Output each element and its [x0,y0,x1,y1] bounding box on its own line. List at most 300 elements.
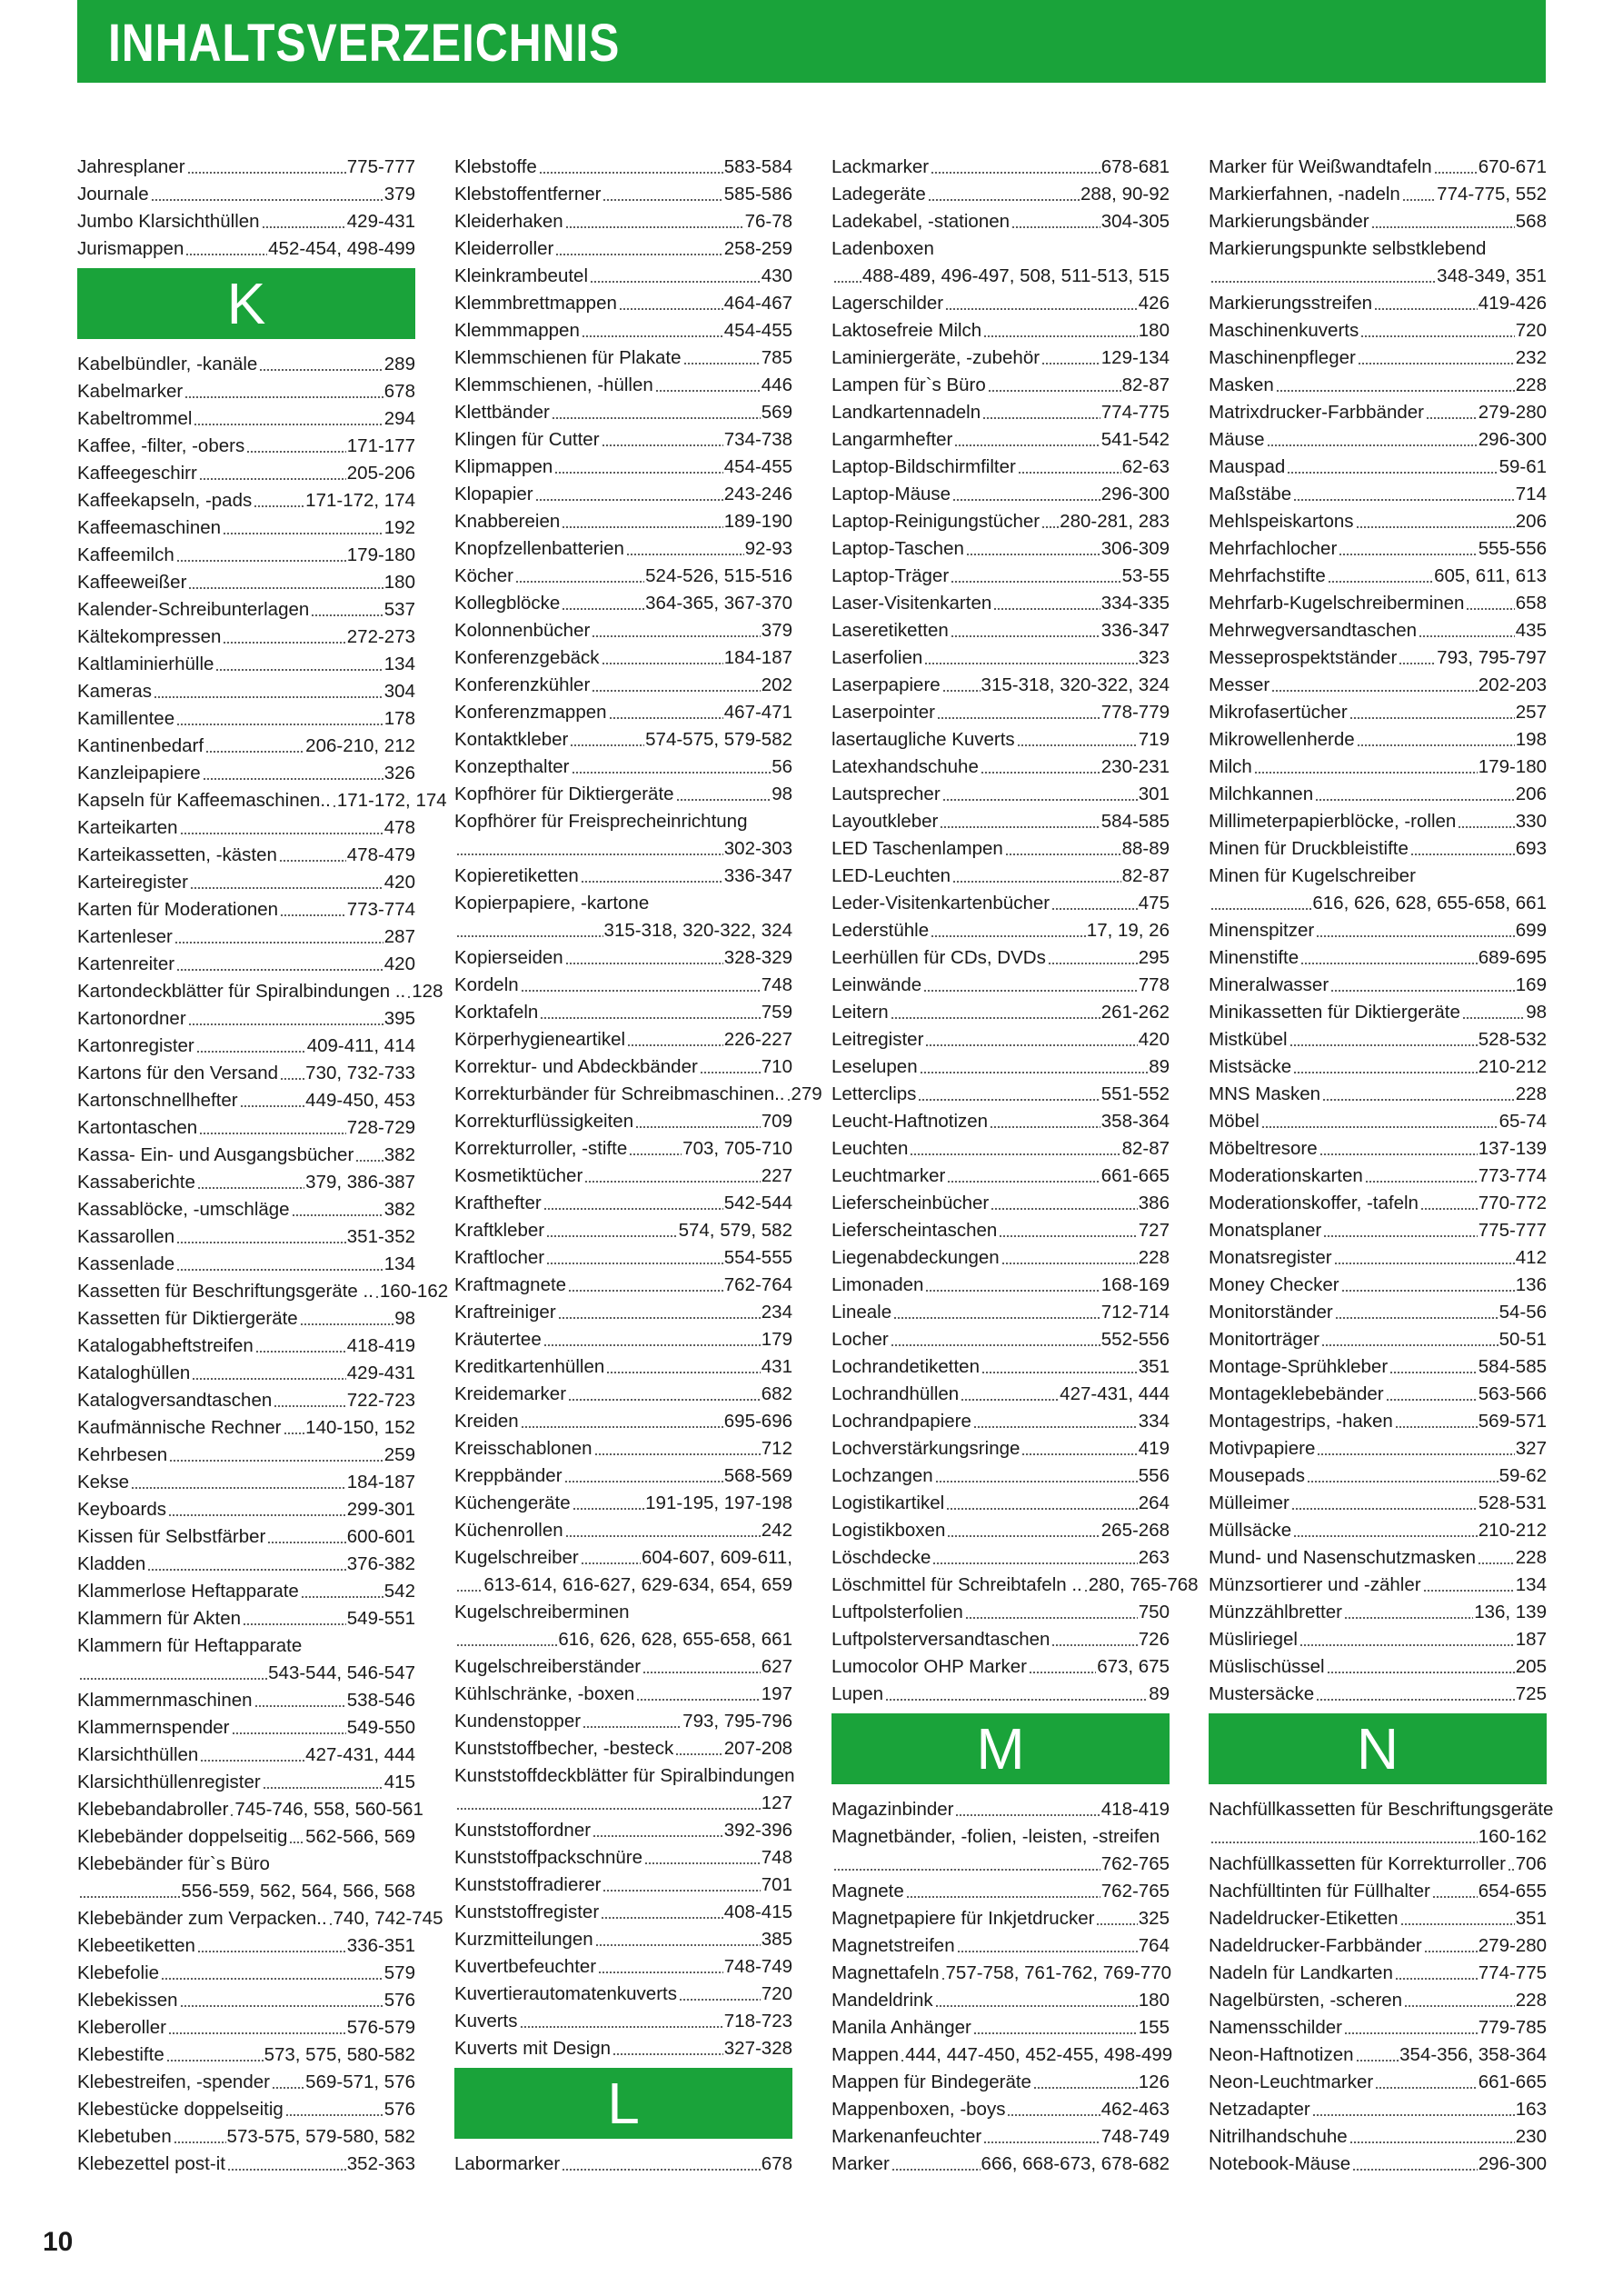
entry-pages: 354-356, 358-364 [1399,2044,1547,2065]
dot-leader [928,199,1080,201]
dot-leader [592,635,760,637]
index-entry [831,2011,1170,2039]
page-title: INHALTSVERZEICHNIS [108,14,621,73]
entry-term: Montage-Sprühkleber [1209,1356,1389,1377]
entry-pages: 92-93 [744,538,792,559]
dot-leader [983,2141,1100,2143]
dot-leader [683,363,761,364]
index-entry [454,1487,792,1514]
entry-term: Katalogversandtaschen [77,1390,273,1411]
index-entry [77,1439,415,1466]
entry-term: Neon-Haftnotizen [1209,2044,1354,2065]
index-entry [77,1275,449,1303]
entry-pages: 475 [1138,893,1170,913]
dot-leader [456,1590,483,1592]
entry-pages: 464-467 [723,293,792,314]
dot-leader [131,1487,346,1489]
entry-term: Layoutkleber [831,811,939,832]
entry-term: Kopierseiden [454,947,563,968]
dot-leader [259,369,383,371]
entry-term: Kaufmännische Rechner [77,1417,282,1438]
dot-leader [595,1944,761,1946]
index-entry [1209,151,1547,178]
dot-leader [154,696,383,698]
entry-pages: 444, 447-450, 452-455, 498-499 [905,2044,1173,2065]
entry-pages: 449-450, 453 [305,1090,415,1111]
entry-pages: 759 [761,1002,792,1023]
dot-leader [543,1208,723,1210]
entry-pages: 227 [761,1165,792,1186]
entry-term: Laptop-Träger [831,565,950,586]
entry-pages: 793, 795-796 [682,1711,792,1732]
entry-term: Letterclips [831,1083,917,1104]
index-entry [454,1378,792,1405]
index-entry [454,1023,792,1051]
index-entry [831,1160,1170,1187]
index-entry [77,2011,415,2039]
index-entry [77,812,415,839]
dot-leader [1341,1290,1515,1292]
entry-pages: 279-280 [1478,402,1547,423]
dot-leader [1386,1399,1478,1401]
entry-pages: 230 [1515,2126,1547,2147]
dot-leader [166,2060,264,2061]
index-entry [831,996,1170,1023]
index-entry [454,1078,822,1105]
index-entry [831,1875,1170,1902]
dot-leader [1410,854,1515,855]
entry-pages: 764 [1138,1935,1170,1956]
entry-term: Leuchtmarker [831,1165,946,1186]
entry-pages: 336-351 [346,1935,415,1956]
entry-term: Mehlspeiskartons [1209,511,1354,532]
entry-pages: 294 [383,408,415,429]
entry-term: Klammern für Heftapparate [77,1635,303,1656]
entry-term: Klebekissen [77,1990,178,2011]
index-entry [77,1984,415,2011]
entry-term: Kalender-Schreibunterlagen [77,599,310,620]
dot-leader [655,390,761,392]
entry-pages: 65-74 [1499,1111,1547,1132]
dot-leader [982,417,1100,419]
entry-term: Lineale [831,1302,892,1323]
dot-leader [906,1896,1100,1898]
index-entry [831,533,1170,560]
entry-term: Klebebänder zum Verpacken.. [77,1908,327,1929]
entry-pages: 462-463 [1100,2099,1170,2120]
dot-leader [918,1099,1100,1101]
index-entry [831,942,1170,969]
index-entry [77,866,415,893]
dot-leader [200,1760,304,1762]
dot-leader [594,1453,761,1455]
dot-leader [375,1296,379,1298]
dot-leader [255,1351,346,1353]
entry-pages: 762-765 [1100,1881,1170,1902]
dot-leader [329,1923,333,1925]
dot-leader [301,1596,383,1598]
entry-pages: 412 [1515,1247,1547,1268]
index-entry [77,948,415,975]
entry-pages: 126 [1138,2071,1170,2092]
dot-leader [568,1290,723,1292]
dot-leader [1466,608,1514,610]
dot-leader [931,172,1100,174]
entry-term: Minen für Kugelschreiber [1209,865,1416,886]
entry-pages: 50-51 [1499,1329,1547,1350]
entry-pages: 243-246 [723,484,792,504]
dot-leader [554,472,723,474]
entry-pages: 169 [1515,974,1547,995]
entry-term: Münzzählbretter [1209,1602,1342,1622]
dot-leader [590,281,761,283]
index-entry [1209,1623,1547,1651]
index-entry [77,1248,415,1275]
index-entry [454,860,792,887]
dot-leader [199,1133,346,1134]
entry-pages: 56 [772,756,792,777]
index-entry [1209,669,1547,696]
index-entry [1209,1569,1547,1596]
dot-leader [174,2141,226,2143]
entry-pages: 191-195, 197-198 [645,1492,792,1513]
entry-pages: 740, 742-745 [333,1908,443,1929]
entry-pages: 720 [761,1983,792,2004]
dot-leader [1402,199,1436,201]
dot-leader [147,1569,346,1571]
entry-term: Maschinenkuverts [1209,320,1359,341]
dot-leader [1315,799,1515,801]
dot-leader [952,881,1121,883]
dot-leader [311,614,383,616]
index-entry [1209,1460,1547,1487]
entry-pages: 429-431 [346,211,415,232]
entry-pages: 427-431, 444 [305,1744,415,1765]
dot-leader [230,1814,234,1816]
entry-pages: 280, 765-768 [1088,1574,1199,1595]
dot-leader [1374,308,1478,310]
entry-term: Kekse [77,1472,129,1492]
index-entry [77,893,415,921]
dot-leader [636,1699,760,1701]
index-entry [454,178,792,205]
entry-term: Lochzangen [831,1465,933,1486]
entry-pages: 334 [1138,1411,1170,1432]
entry-term: Nagelbürsten, -scheren [1209,1990,1403,2011]
entry-pages: 54-56 [1499,1302,1547,1323]
index-entry [77,675,415,703]
entry-term: Lackmarker [831,156,930,177]
index-entry [831,1984,1170,2011]
dot-leader [1261,1126,1499,1128]
entry-pages: 206 [1515,511,1547,532]
dot-leader [1352,2169,1478,2171]
index-entry [454,1351,792,1378]
index-entry [1209,396,1547,424]
dot-leader [1210,908,1311,910]
entry-pages: 207-208 [723,1738,792,1759]
index-entry [831,1848,1170,1875]
entry-term: Karteiregister [77,872,188,893]
dot-leader [1420,1208,1478,1210]
entry-pages: 351-352 [346,1226,415,1247]
index-entry [454,1869,792,1896]
entry-term: Klebestifte [77,2044,164,2065]
entry-pages: 210-212 [1478,1056,1547,1077]
dot-leader [1287,472,1498,474]
section-letter: M [831,1713,1170,1784]
dot-leader [169,1460,383,1462]
entry-term: Mappen für Bindegeräte [831,2071,1031,2092]
index-entry [454,205,792,233]
dot-leader [1365,1181,1478,1183]
entry-term: Kontaktkleber [454,729,569,750]
dot-leader [176,1269,383,1271]
entry-term: Körperhygieneartikel [454,1029,626,1050]
entry-term: LED Taschenlampen [831,838,1003,859]
entry-pages: 198 [1515,729,1547,750]
dot-leader [940,826,1100,828]
entry-pages: 563-566 [1478,1383,1547,1404]
index-entry [831,233,1170,260]
index-entry [77,1384,415,1412]
dot-leader [885,1699,1148,1701]
index-entry [1209,2121,1547,2148]
index-entry [77,2093,415,2121]
entry-pages: 569-571, 576 [305,2071,415,2092]
index-entry [77,430,415,457]
dot-leader [947,1535,1100,1537]
entry-pages: 180 [1138,320,1170,341]
dot-leader [197,1951,346,1952]
entry-pages: 556-559, 562, 564, 566, 568 [181,1881,415,1902]
entry-term: Moderationskoffer, -tafeln [1209,1193,1419,1213]
index-entry [1209,1957,1547,1984]
entry-pages: 734-738 [723,429,792,450]
entry-term: Konzepthalter [454,756,570,777]
entry-term: Laptop-Bildschirmfilter [831,456,1016,477]
dot-leader [581,881,723,883]
entry-term: Kältekompressen [77,626,222,647]
entry-pages: 430 [761,265,792,286]
entry-term: Kaffeemilch [77,544,174,565]
entry-pages: 793, 795-797 [1437,647,1547,668]
dot-leader [951,581,1120,583]
entry-term: Mappen [831,2044,900,2065]
entry-term: Luftpolsterfolien [831,1602,963,1622]
entry-term: Laserpapiere [831,674,941,695]
entry-pages: 748-749 [1100,2126,1170,2147]
index-entry [454,1923,792,1951]
index-entry [831,1487,1170,1514]
entry-pages: 242 [761,1520,792,1541]
entry-term: Klebezettel post-it [77,2153,225,2174]
index-entry [831,1957,1170,1984]
entry-term: Korrektur- und Abdeckbänder [454,1056,698,1077]
dot-leader [185,254,267,255]
entry-pages: 206 [1515,784,1547,804]
entry-term: Kapseln für Kaffeemaschinen.. [77,790,331,811]
entry-term: Mauspad [1209,456,1286,477]
entry-pages: 82-87 [1121,865,1170,886]
entry-term: Kassaberichte [77,1172,195,1193]
index-entry [454,1133,792,1160]
index-entry [831,696,1170,724]
entry-term: Kraftmagnete [454,1274,567,1295]
entry-pages: 272-273 [346,626,415,647]
dot-leader [973,2032,1138,2034]
entry-term: Klebefolie [77,1962,160,1983]
index-entry [77,403,415,430]
entry-pages: 552-556 [1100,1329,1170,1350]
index-entry [454,1460,792,1487]
entry-term: Nadeln für Landkarten [1209,1962,1393,1983]
entry-pages: 452-454, 498-499 [268,238,415,259]
entry-term: Netzadapter [1209,2099,1310,2120]
index-entry [1209,342,1547,369]
entry-term: Kabeltrommel [77,408,193,429]
entry-pages: 171-177 [346,435,415,456]
entry-pages: 419 [1138,1438,1170,1459]
entry-pages: 748 [761,1847,792,1868]
entry-term: Kataloghüllen [77,1363,191,1383]
entry-term: Lochrandhüllen [831,1383,960,1404]
dot-leader [197,1187,304,1189]
index-entry [831,1678,1170,1705]
index-entry [1209,996,1547,1023]
index-entry [77,1412,415,1439]
index-entry [77,2148,415,2175]
entry-term: Laserpointer [831,702,935,723]
index-entry [1209,1351,1547,1378]
dot-leader [215,669,383,671]
entry-term: Millimeterpapierblöcke, -rollen [1209,811,1457,832]
index-entry [831,178,1170,205]
index-entry [1209,969,1547,996]
dot-leader [1001,1263,1138,1264]
entry-pages: 420 [383,953,415,974]
index-entry [831,1623,1170,1651]
entry-term: Ladekabel, -stationen [831,211,1011,232]
section-letter: N [1209,1713,1547,1784]
entry-term: Müsliriegel [1209,1629,1298,1650]
index-entry [831,642,1170,669]
entry-term: Kraftreiniger [454,1302,556,1323]
entry-pages: 695-696 [723,1411,792,1432]
dot-leader [1395,1426,1478,1428]
entry-term: Klebebänder doppelseitig [77,1826,288,1847]
entry-pages: 304 [383,681,415,702]
index-column-1 [77,151,449,2175]
dot-leader [1360,335,1515,337]
index-entry [454,587,792,614]
dot-leader [300,1323,393,1325]
entry-pages: 568-569 [723,1465,792,1486]
index-entry [77,1957,415,1984]
index-entry [831,2066,1170,2093]
entry-pages: 554-555 [723,1247,792,1268]
index-entry [831,1187,1170,1214]
section-letter: K [77,268,415,339]
entry-pages: 478 [383,817,415,838]
index-entry [454,942,792,969]
entry-term: Monitorträger [1209,1329,1319,1350]
dot-leader [955,1814,1100,1816]
dot-leader [1349,2141,1515,2143]
index-entry [77,594,415,621]
entry-pages: 727 [1138,1220,1170,1241]
entry-term: Lieferscheinbücher [831,1193,990,1213]
index-column-4 [1209,151,1554,2175]
entry-term: Kuverts mit Design [454,2038,612,2059]
entry-pages: 82-87 [1121,1138,1170,1159]
entry-term: Mülleimer [1209,1492,1289,1513]
index-entry [454,396,792,424]
dot-leader [787,1099,791,1101]
entry-pages: 279 [791,1083,822,1104]
dot-leader [935,2005,1138,2007]
index-entry [454,1814,792,1842]
index-entry [77,1902,443,1930]
page-number: 10 [43,2227,74,2257]
dot-leader [565,963,723,964]
entry-pages: 666, 668-673, 678-682 [981,2153,1170,2174]
index-entry [1209,2039,1547,2066]
entry-term: Kanzleipapiere [77,763,201,784]
entry-term: Kollegblöcke [454,593,561,614]
dot-leader [168,1514,346,1516]
entry-pages: 605, 611, 613 [1434,565,1547,586]
index-entry [77,512,415,539]
dot-leader [1033,2087,1138,2089]
entry-pages: 228 [1515,1990,1547,2011]
entry-term: Jurismappen [77,238,184,259]
entry-term: Mäuse [1209,429,1265,450]
entry-pages: 299-301 [346,1499,415,1520]
entry-term: Leinwände [831,974,922,995]
entry-pages: 264 [1138,1492,1170,1513]
entry-term: Kuvertierautomatenkuverts [454,1983,677,2004]
entry-pages: 726 [1138,1629,1170,1650]
dot-leader [203,778,383,780]
entry-pages: 295 [1138,947,1170,968]
index-entry [77,1057,415,1084]
entry-term: Money Checker [1209,1274,1339,1295]
dot-leader [1021,1453,1137,1455]
index-entry [831,1651,1170,1678]
entry-pages: 678 [761,2153,792,2174]
entry-pages: 289 [383,354,415,374]
entry-pages: 454-455 [723,320,792,341]
dot-leader [562,608,644,610]
dot-leader [1293,1535,1478,1537]
entry-term: Müslischüssel [1209,1656,1325,1677]
entry-term: Lautsprecher [831,784,941,804]
dot-leader [1210,1842,1478,1843]
dot-leader [675,1753,723,1755]
page-header [77,0,1546,83]
index-entry [831,778,1170,805]
entry-pages: 59-62 [1499,1465,1547,1486]
dot-leader [535,499,723,501]
entry-pages: 418-419 [346,1335,415,1356]
entry-pages: 179-180 [1478,756,1547,777]
entry-pages: 774-775 [1100,402,1170,423]
entry-term: Krafthefter [454,1193,542,1213]
index-entry [831,751,1170,778]
entry-term: Klettbänder [454,402,550,423]
entry-pages: 616, 626, 628, 655-658, 661 [1312,893,1547,913]
